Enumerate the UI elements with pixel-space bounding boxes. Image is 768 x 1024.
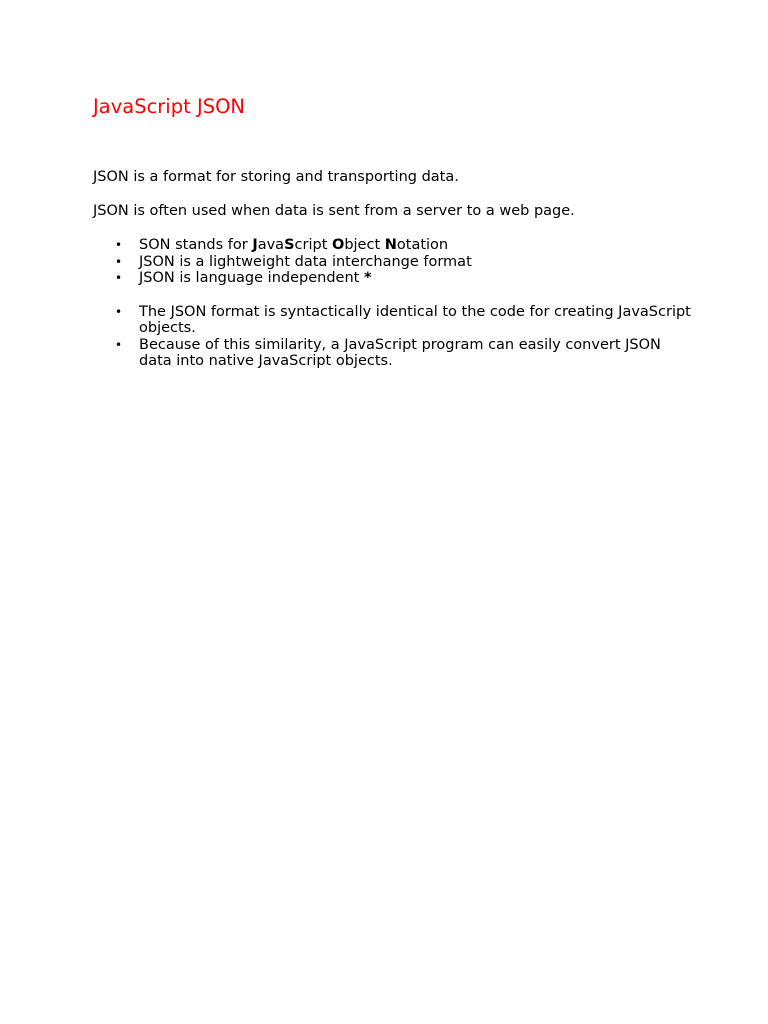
page-title: JavaScript JSON xyxy=(93,95,246,118)
json-syntax-list xyxy=(93,304,693,370)
bullet-icon: • xyxy=(115,254,123,269)
bullet-icon: • xyxy=(115,271,123,285)
list-item xyxy=(93,337,693,370)
list-item-text: JSON is a lightweight data interchange format xyxy=(139,253,472,270)
usage-paragraph: JSON is often used when data is sent from a server to a web page. xyxy=(93,203,575,219)
list-item xyxy=(93,254,693,271)
list-item-text: JSON is language independent * xyxy=(139,270,372,286)
list-item-text: The JSON format is syntactically identical to the code for creating JavaScript objects. xyxy=(139,303,691,336)
list-item-text: SON stands for JavaScript Object Notation xyxy=(139,237,449,253)
list-item xyxy=(93,270,693,287)
list-item-text: Because of this similarity, a JavaScript program can easily convert JSON data into native JavaScript objects. xyxy=(139,336,661,369)
bullet-icon: • xyxy=(115,238,123,252)
list-item xyxy=(93,237,693,254)
document-page xyxy=(93,93,693,370)
bullet-icon: • xyxy=(115,337,123,352)
json-facts-list xyxy=(93,237,693,287)
bullet-icon: • xyxy=(115,304,123,319)
intro-paragraph: JSON is a format for storing and transporting data. xyxy=(93,169,459,185)
list-item xyxy=(93,304,693,337)
